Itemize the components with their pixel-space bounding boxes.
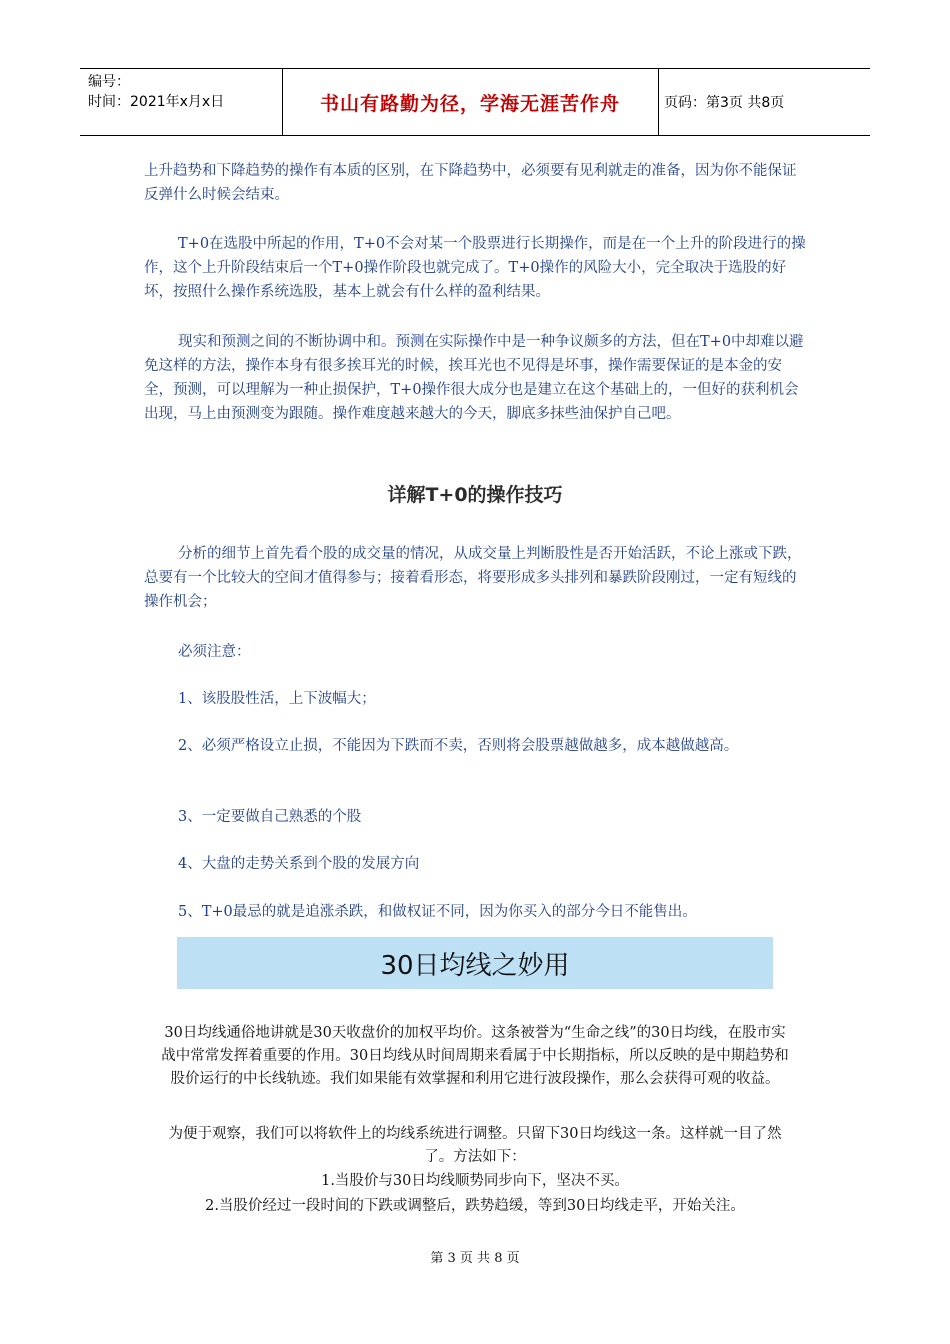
list-item-2: 2、必须严格设立止损，不能因为下跌而不卖，否则将会股票越做越多，成本越做越高。: [178, 738, 739, 754]
paragraph-3: 现实和预测之间的不断协调中和。预测在实际操作中是一种争议颇多的方法，但在T+0中却难以避免这样的方法，操作本身有很多挨耳光的时候，挨耳光也不见得是坏事，操作需要保证的是本金的安全，预测，可以理解为一种止损保护，T+0操作很大成分也是建立在这个基础上的，一但好的获利机会出现，马上由预测变为跟随。操作难度越来越大的今天，脚底多抹些油保护自己吧。: [144, 334, 804, 422]
section-list-item-2: 2.当股价经过一段时间的下跌或调整后，跌势趋缓，等到30日均线走平，开始关注。: [205, 1198, 745, 1214]
header-info: [88, 72, 278, 112]
section-list-item-1: 1.当股价与30日均线顺势同步向下，坚决不买。: [321, 1173, 629, 1189]
paragraph-1: 上升趋势和下降趋势的操作有本质的区别，在下降趋势中，必须要有见利就走的准备，因为你不能保证反弹什么时候会结束。: [144, 163, 797, 203]
header-divider: [658, 68, 659, 136]
list-item-5: 5、T+0最忌的就是追涨杀跌，和做权证不同，因为你买入的部分今日不能售出。: [178, 904, 697, 920]
list-item-3: 3、一定要做自己熟悉的个股: [178, 809, 362, 825]
section-heading: 详解T+0的操作技巧: [387, 484, 563, 506]
section-title-band: 30日均线之妙用: [177, 937, 773, 989]
section-paragraph-1: 30日均线通俗地讲就是30天收盘价的加权平均价。这条被誉为“生命之线”的30日均线，在股市实战中常常发挥着重要的作用。30日均线从时间周期来看属于中长期指标，所以反映的是中期趋势和股价运行的中长线轨迹。我们如果能有效掌握和利用它进行波段操作，那么会获得可观的收益。: [161, 1025, 789, 1087]
header-motto: 书山有路勤为径，学海无涯苦作舟: [319, 92, 620, 115]
list-item-1: 1、该股股性活，上下波幅大；: [178, 691, 376, 707]
header-number-label: 编号：: [88, 74, 130, 90]
note-label: 必须注意：: [178, 644, 251, 660]
header-time-label: 时间：2021年x月x日: [88, 94, 225, 110]
list-item-4: 4、大盘的走势关系到个股的发展方向: [178, 856, 420, 872]
paragraph-2: T+0在选股中所起的作用，T+0不会对某一个股票进行长期操作，而是在一个上升的阶段进行的操作，这个上升阶段结束后一个T+0操作阶段也就完成了。T+0操作的风险大小，完全取决于选股的好坏，按照什么操作系统选股，基本上就会有什么样的盈利结果。: [144, 236, 806, 300]
header-page-label: 页码：第3页 共8页: [664, 95, 785, 111]
page-header-table: [80, 68, 870, 136]
paragraph-4: 分析的细节上首先看个股的成交量的情况，从成交量上判断股性是否开始活跃，不论上涨或下跌，总要有一个比较大的空间才值得参与；接着看形态，将要形成多头排列和暴跌阶段刚过，一定有短线的操作机会；: [144, 546, 802, 610]
page-footer: 第 3 页 共 8 页: [430, 1251, 520, 1266]
section-paragraph-2: 为便于观察，我们可以将软件上的均线系统进行调整。只留下30日均线这一条。这样就一目了然了。方法如下：: [168, 1126, 782, 1165]
